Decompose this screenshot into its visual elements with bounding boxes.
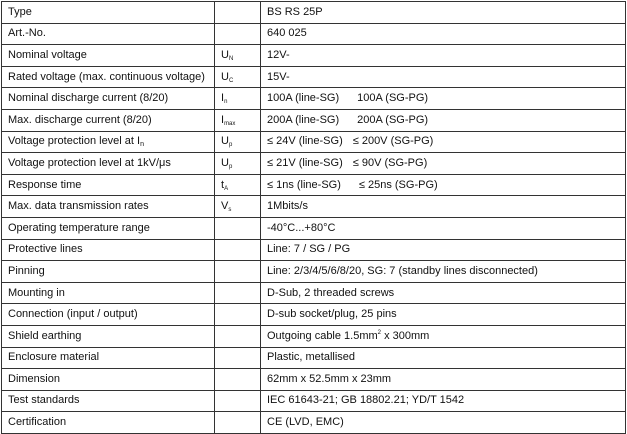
spec-symbol: $t_A$ — [215, 174, 261, 196]
spec-symbol — [215, 390, 261, 412]
spec-label: Voltage protection level at 1kV/μs — [2, 153, 215, 175]
spec-label: Response time — [2, 174, 215, 196]
table-row — [2, 261, 626, 283]
spec-label: Voltage protection level at $I_n$ — [2, 131, 215, 153]
spec-symbol — [215, 369, 261, 391]
spec-value: 62mm x 52.5mm x 23mm — [261, 369, 626, 391]
table-row — [2, 412, 626, 434]
spec-label: Art.-No. — [2, 23, 215, 45]
spec-label: Pinning — [2, 261, 215, 283]
spec-symbol — [215, 23, 261, 45]
spec-value: Line: 2/3/4/5/6/8/20, SG: 7 (standby lines disconnected) — [261, 261, 626, 283]
spec-label: Protective lines — [2, 239, 215, 261]
spec-label: Type — [2, 2, 215, 24]
spec-value: 12V- — [261, 45, 626, 67]
spec-symbol: $U_p$ — [215, 131, 261, 153]
spec-value: 15V- — [261, 66, 626, 88]
spec-symbol — [215, 217, 261, 239]
spec-label: Connection (input / output) — [2, 304, 215, 326]
spec-value: 200A (line-SG) 200A (SG-PG) — [261, 109, 626, 131]
spec-label: Rated voltage (max. continuous voltage) — [2, 66, 215, 88]
spec-symbol: $I_{max}$ — [215, 109, 261, 131]
table-row — [2, 45, 626, 67]
spec-value: CE (LVD, EMC) — [261, 412, 626, 434]
spec-symbol: $U_p$ — [215, 153, 261, 175]
table-row — [2, 347, 626, 369]
spec-symbol — [215, 347, 261, 369]
spec-value: D-Sub, 2 threaded screws — [261, 282, 626, 304]
spec-value: Line: 7 / SG / PG — [261, 239, 626, 261]
spec-value: 100A (line-SG) 100A (SG-PG) — [261, 88, 626, 110]
spec-value: BS RS 25P — [261, 2, 626, 24]
table-row — [2, 109, 626, 131]
spec-value: ≤ 24V (line-SG) ≤ 200V (SG-PG) — [261, 131, 626, 153]
table-row — [2, 23, 626, 45]
spec-label: Nominal discharge current (8/20) — [2, 88, 215, 110]
spec-symbol — [215, 325, 261, 347]
spec-label: Certification — [2, 412, 215, 434]
table-row — [2, 390, 626, 412]
table-row — [2, 2, 626, 24]
spec-value: -40°C...+80°C — [261, 217, 626, 239]
table-row — [2, 369, 626, 391]
spec-symbol — [215, 261, 261, 283]
table-row — [2, 174, 626, 196]
spec-value: Plastic, metallised — [261, 347, 626, 369]
spec-symbol — [215, 412, 261, 434]
table-row — [2, 325, 626, 347]
spec-symbol — [215, 282, 261, 304]
spec-value: ≤ 1ns (line-SG) ≤ 25ns (SG-PG) — [261, 174, 626, 196]
table-row — [2, 239, 626, 261]
spec-value: IEC 61643-21; GB 18802.21; YD/T 1542 — [261, 390, 626, 412]
spec-label: Dimension — [2, 369, 215, 391]
spec-label: Shield earthing — [2, 325, 215, 347]
spec-label: Operating temperature range — [2, 217, 215, 239]
spec-symbol: $I_n$ — [215, 88, 261, 110]
table-row — [2, 304, 626, 326]
spec-symbol: $U_N$ — [215, 45, 261, 67]
spec-value: 1Mbits/s — [261, 196, 626, 218]
spec-label: Mounting in — [2, 282, 215, 304]
spec-symbol: $U_C$ — [215, 66, 261, 88]
spec-symbol — [215, 2, 261, 24]
spec-symbol: $V_s$ — [215, 196, 261, 218]
table-row — [2, 66, 626, 88]
spec-value: Outgoing cable $1.5mm^2$ x 300mm — [261, 325, 626, 347]
spec-label: Max. data transmission rates — [2, 196, 215, 218]
spec-label: Nominal voltage — [2, 45, 215, 67]
table-row — [2, 196, 626, 218]
table-row — [2, 153, 626, 175]
spec-label: Max. discharge current (8/20) — [2, 109, 215, 131]
spec-value: D-sub socket/plug, 25 pins — [261, 304, 626, 326]
spec-symbol — [215, 239, 261, 261]
spec-symbol — [215, 304, 261, 326]
table-row — [2, 217, 626, 239]
spec-value: 640 025 — [261, 23, 626, 45]
spec-label: Enclosure material — [2, 347, 215, 369]
table-row — [2, 88, 626, 110]
table-row — [2, 282, 626, 304]
spec-value: ≤ 21V (line-SG) ≤ 90V (SG-PG) — [261, 153, 626, 175]
table-row — [2, 131, 626, 153]
spec-table — [1, 1, 626, 434]
spec-label: Test standards — [2, 390, 215, 412]
